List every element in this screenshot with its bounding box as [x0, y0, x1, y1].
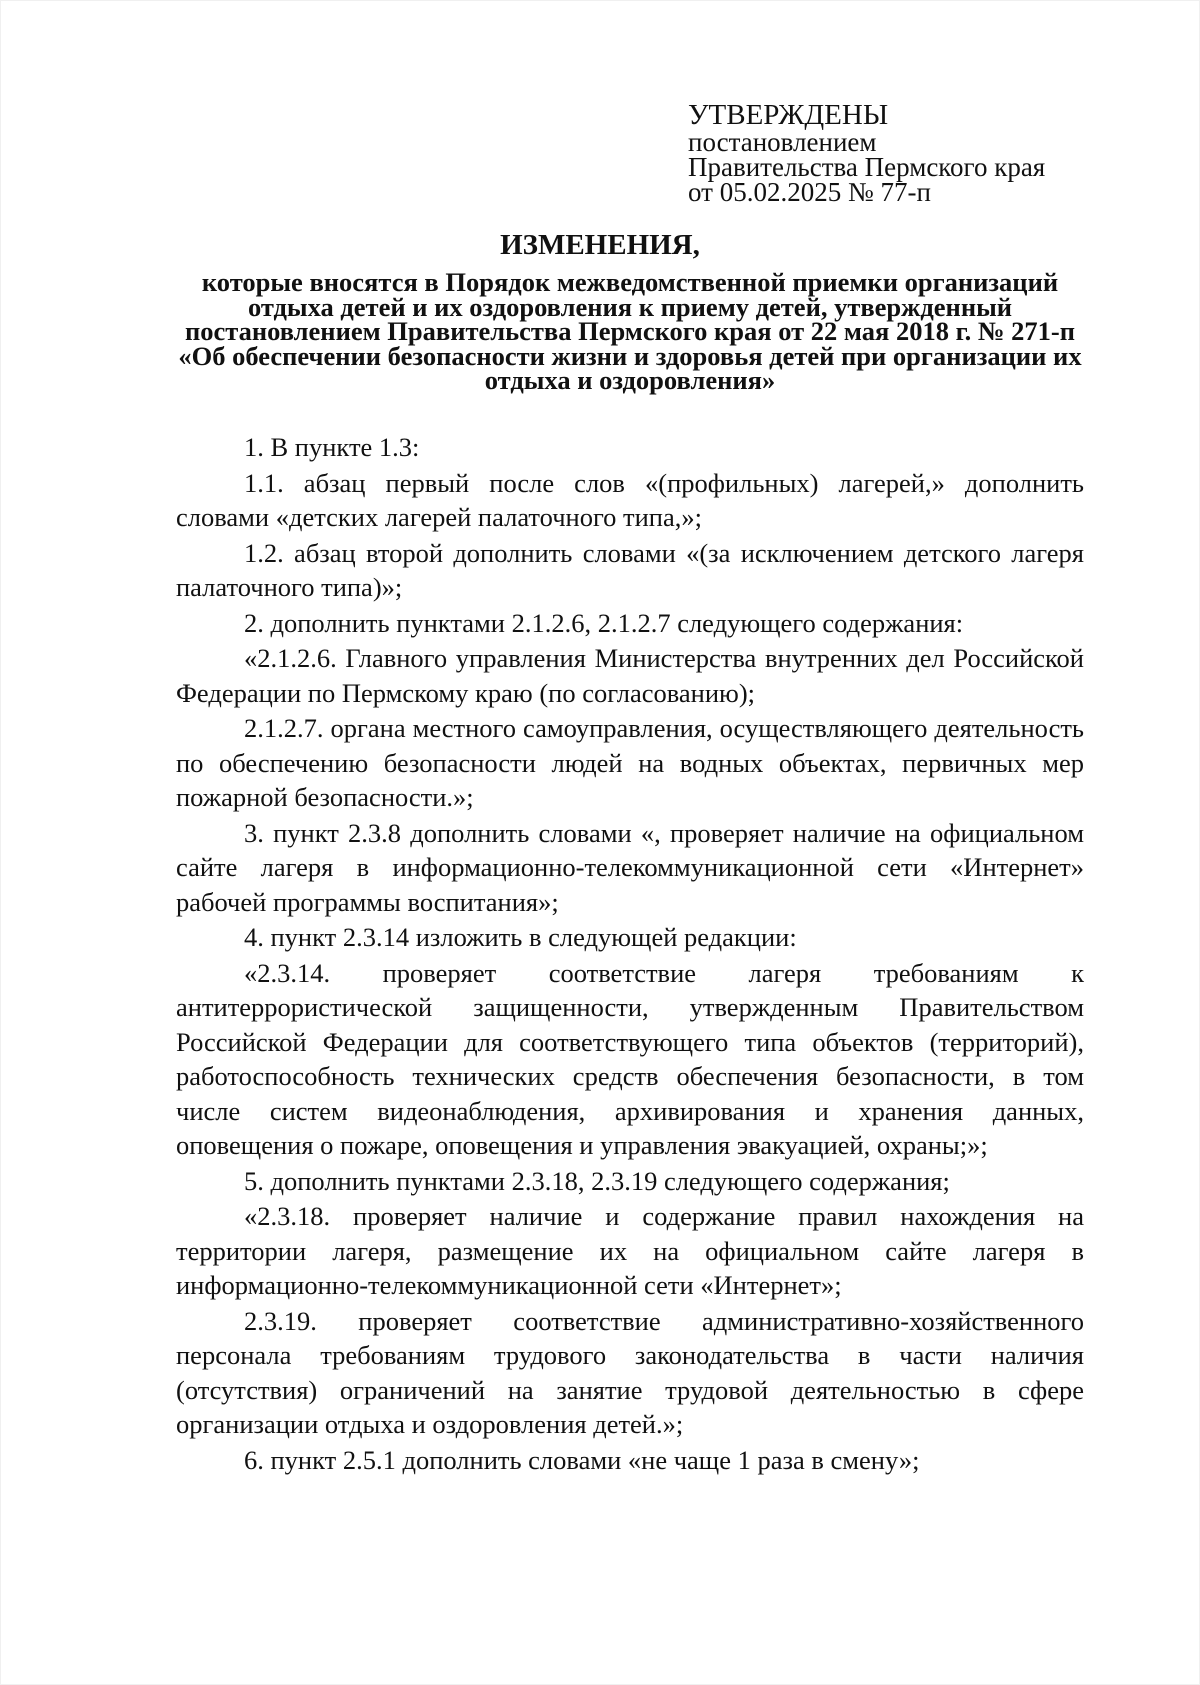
paragraph: 4. пункт 2.3.14 изложить в следующей редакции:: [244, 922, 797, 952]
paragraph: 3. пункт 2.3.8 дополнить словами «, проверяет наличие на официальном сайте лагеря в информационно-телекоммуникационной сети «Интернет» рабочей программы воспитания»;: [176, 817, 1084, 917]
approval-line-1: постановлением: [688, 127, 877, 157]
approval-line-2: Правительства Пермского края: [688, 152, 1046, 182]
paragraph: «2.3.18. проверяет наличие и содержание правил нахождения на территории лагеря, размещение их на официальном сайте лагеря в информационно-телекоммуникационной сети «Интернет»;: [176, 1201, 1084, 1300]
paragraph: 2.3.19. проверяет соответствие административно-хозяйственного персонала требованиям трудового законодательства в части наличия (отсутствия) ограничений на занятие трудовой деятельностью в сфере организации отдыха и оздоровления детей.»;: [176, 1305, 1084, 1439]
approval-block: [688, 100, 1108, 205]
paragraph: «2.3.14. проверяет соответствие лагеря требованиям к антитеррористической защищенности, утвержденным Правительством Российской Федерации для соответствующего типа объектов (территорий), работоспособность технических средств обеспечения безопасности, в том числе систем видеонаблюдения, архивирования и хранения данных, оповещения о пожаре, оповещения и управления эвакуацией, охраны;»;: [176, 957, 1084, 1160]
paragraph: «2.1.2.6. Главного управления Министерства внутренних дел Российской Федерации по Пермскому краю (по согласованию);: [176, 643, 1084, 708]
paragraph: 6. пункт 2.5.1 дополнить словами «не чаще 1 раза в смену»;: [244, 1444, 920, 1475]
approval-line-3: от 05.02.2025 № 77-п: [688, 177, 931, 207]
document-subtitle: которые вносятся в Порядок межведомственной приемки организаций отдыха детей и их оздоровления к приему детей, утвержденный постановлением Правительства Пермского края от 22 мая 2018 г. № 271-п «Об обеспечении безопасности жизни и здоровья детей при организации их отдыха и оздоровления»: [178, 267, 1082, 395]
paragraph: 1.2. абзац второй дополнить словами «(за исключением детского лагеря палаточного типа)»;: [176, 537, 1084, 602]
document-title: ИЗМЕНЕНИЯ,: [500, 229, 700, 261]
paragraph: 1.1. абзац первый после слов «(профильных) лагерей,» дополнить словами «детских лагерей палаточного типа,»;: [176, 467, 1084, 532]
document-body: [176, 430, 1084, 1478]
approval-title: УТВЕРЖДЕНЫ: [688, 99, 889, 131]
paragraph: 2.1.2.7. органа местного самоуправления, осуществляющего деятельность по обеспечению безопасности людей на водных объектах, первичных мер пожарной безопасности.»;: [176, 713, 1084, 812]
paragraph: 5. дополнить пунктами 2.3.18, 2.3.19 следующего содержания;: [244, 1165, 950, 1196]
paragraph: 1. В пункте 1.3:: [244, 432, 420, 462]
paragraph: 2. дополнить пунктами 2.1.2.6, 2.1.2.7 следующего содержания:: [244, 607, 964, 638]
